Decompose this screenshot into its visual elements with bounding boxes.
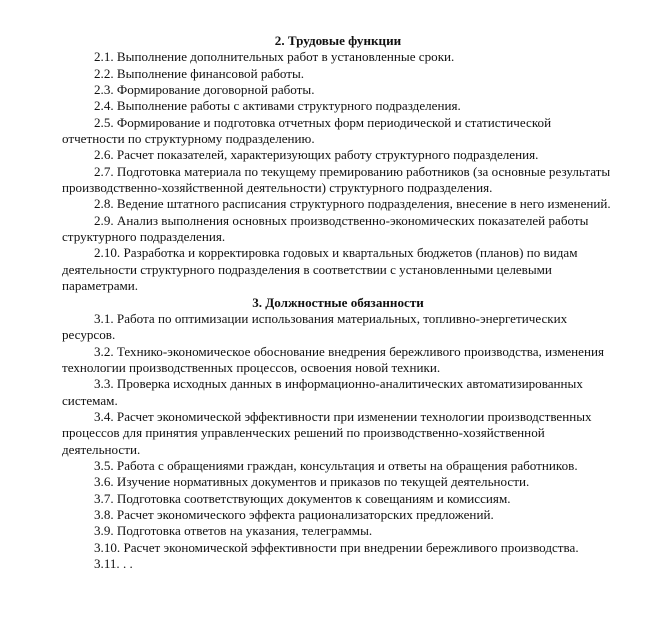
list-item-3-10: 3.10. Расчет экономической эффективности при внедрении бережливого производства. [94, 539, 579, 555]
list-item-3-5: 3.5. Работа с обращениями граждан, консультация и ответы на обращения работников. [94, 457, 578, 473]
list-item-2-4: 2.4. Выполнение работы с активами структурного подразделения. [94, 98, 461, 114]
list-item-2-1: 2.1. Выполнение дополнительных работ в установленные сроки. [94, 49, 455, 65]
list-item-2-5: 2.5. Формирование и подготовка отчетных форм периодической и статистической отчетности по структурному подразделению. [62, 114, 552, 147]
list-item-3-9: 3.9. Подготовка ответов на указания, телеграммы. [94, 523, 373, 539]
list-item-3-11: 3.11. . . [94, 556, 133, 571]
list-item-3-3: 3.3. Проверка исходных данных в информационно-аналитических автоматизированных системам. [62, 376, 583, 408]
list-item-2-2: 2.2. Выполнение финансовой работы. [94, 65, 305, 81]
section-title-labor-functions: 2. Трудовые функции [274, 33, 402, 48]
list-item-2-10: 2.10. Разработка и корректировка годовых и квартальных бюджетов (планов) по видам деятельности структурного подразделения в соответствии с установленными целевыми параметрами. [62, 245, 578, 294]
list-item-3-7: 3.7. Подготовка соответствующих документов к совещаниям и комиссиям. [94, 490, 511, 506]
document-body [62, 33, 614, 572]
list-item-3-4: 3.4. Расчет экономической эффективности при изменении технологии производственных процессов для принятия управленческих решений по производственно-хозяйственной деятельности. [62, 408, 592, 457]
list-item-3-6: 3.6. Изучение нормативных документов и приказов по текущей деятельности. [94, 474, 530, 490]
list-item-3-8: 3.8. Расчет экономического эффекта рационализаторских предложений. [94, 506, 494, 522]
section-title-duties: 3. Должностные обязанности [252, 294, 424, 310]
list-item-2-7: 2.7. Подготовка материала по текущему премированию работников (за основные результаты производственно-хозяйственной деятельности) структурного подразделения. [62, 163, 611, 196]
list-item-2-3: 2.3. Формирование договорной работы. [94, 82, 315, 98]
list-item-2-6: 2.6. Расчет показателей, характеризующих работу структурного подразделения. [94, 147, 539, 163]
list-item-3-2: 3.2. Технико-экономическое обоснование внедрения бережливого производства, изменения технологии производственных процессов, освоения новой техники. [62, 343, 605, 375]
list-item-2-9: 2.9. Анализ выполнения основных производственно-экономических показателей работы структурного подразделения. [62, 212, 589, 245]
list-item-3-1: 3.1. Работа по оптимизации использования материальных, топливно-энергетических ресурсов. [62, 310, 568, 343]
list-item-2-8: 2.8. Ведение штатного расписания структурного подразделения, внесение в него изменений. [94, 196, 611, 212]
